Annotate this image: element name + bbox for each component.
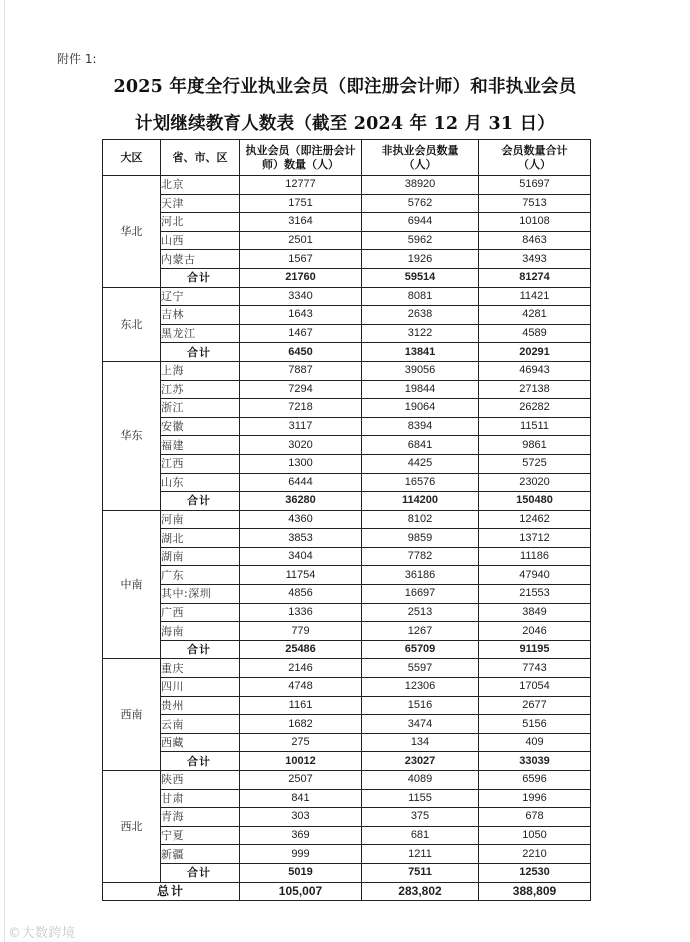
non-practicing-count-cell: 4089: [362, 771, 479, 790]
member-total-cell: 8463: [479, 231, 591, 250]
non-practicing-count-cell: 1516: [362, 696, 479, 715]
table-row: [103, 715, 591, 734]
region-cell: 中南: [103, 510, 161, 659]
practicing-count-cell: 841: [240, 789, 362, 808]
header-member-total: 会员数量合计（人）: [479, 140, 591, 176]
non-practicing-count-cell: 3122: [362, 324, 479, 343]
grand-total-row: [103, 882, 591, 901]
header-region: 大区: [103, 140, 161, 176]
practicing-count-cell: 1467: [240, 324, 362, 343]
table-row: [103, 231, 591, 250]
province-cell: 上海: [161, 361, 240, 380]
practicing-count-cell: 369: [240, 826, 362, 845]
member-total-cell: 409: [479, 733, 591, 752]
subtotal-row: [103, 492, 591, 511]
table-row: [103, 826, 591, 845]
non-practicing-count-cell: 1155: [362, 789, 479, 808]
practicing-count-cell: 7294: [240, 380, 362, 399]
subtotal-label: 合计: [161, 492, 240, 511]
practicing-count-cell: 7887: [240, 361, 362, 380]
province-cell: 其中:深圳: [161, 585, 240, 604]
practicing-count-cell: 6444: [240, 473, 362, 492]
practicing-count-cell: 779: [240, 622, 362, 641]
table-row: [103, 380, 591, 399]
member-total-cell: 51697: [479, 176, 591, 195]
non-practicing-count-cell: 3474: [362, 715, 479, 734]
member-total-cell: 11511: [479, 417, 591, 436]
member-total-cell: 1996: [479, 789, 591, 808]
table-header-row: [103, 140, 591, 176]
table-row: [103, 417, 591, 436]
practicing-count-cell: 11754: [240, 566, 362, 585]
subtotal-non-practicing: 23027: [362, 752, 479, 771]
non-practicing-count-cell: 2638: [362, 306, 479, 325]
province-cell: 青海: [161, 808, 240, 827]
province-cell: 山西: [161, 231, 240, 250]
non-practicing-count-cell: 5962: [362, 231, 479, 250]
member-total-cell: 47940: [479, 566, 591, 585]
province-cell: 山东: [161, 473, 240, 492]
subtotal-practicing: 6450: [240, 343, 362, 362]
table-row: [103, 733, 591, 752]
practicing-count-cell: 4748: [240, 678, 362, 697]
member-total-cell: 1050: [479, 826, 591, 845]
subtotal-label: 合计: [161, 268, 240, 287]
practicing-count-cell: 3020: [240, 436, 362, 455]
document-title-line-2: 计划继续教育人数表（截至 2024 年 12 月 31 日）: [135, 114, 555, 134]
practicing-count-cell: 3404: [240, 547, 362, 566]
practicing-count-cell: 1300: [240, 454, 362, 473]
table-row: [103, 529, 591, 548]
subtotal-practicing: 25486: [240, 640, 362, 659]
header-practicing-members: 执业会员（即注册会计师）数量（人）: [240, 140, 362, 176]
subtotal-practicing: 5019: [240, 863, 362, 882]
header-province: 省、市、区: [161, 140, 240, 176]
member-total-cell: 23020: [479, 473, 591, 492]
non-practicing-count-cell: 9859: [362, 529, 479, 548]
province-cell: 广东: [161, 566, 240, 585]
practicing-count-cell: 12777: [240, 176, 362, 195]
table-row: [103, 566, 591, 585]
province-cell: 陕西: [161, 771, 240, 790]
member-total-cell: 21553: [479, 585, 591, 604]
province-cell: 四川: [161, 678, 240, 697]
member-total-cell: 2677: [479, 696, 591, 715]
member-total-cell: 4281: [479, 306, 591, 325]
table-row: [103, 678, 591, 697]
province-cell: 辽宁: [161, 287, 240, 306]
non-practicing-count-cell: 39056: [362, 361, 479, 380]
practicing-count-cell: 999: [240, 845, 362, 864]
member-total-cell: 3849: [479, 603, 591, 622]
subtotal-non-practicing: 65709: [362, 640, 479, 659]
province-cell: 广西: [161, 603, 240, 622]
province-cell: 黑龙江: [161, 324, 240, 343]
practicing-count-cell: 303: [240, 808, 362, 827]
table-row: [103, 603, 591, 622]
member-total-cell: 4589: [479, 324, 591, 343]
practicing-count-cell: 3117: [240, 417, 362, 436]
subtotal-non-practicing: 7511: [362, 863, 479, 882]
table-row: [103, 213, 591, 232]
non-practicing-count-cell: 19064: [362, 399, 479, 418]
subtotal-row: [103, 268, 591, 287]
practicing-count-cell: 3340: [240, 287, 362, 306]
practicing-count-cell: 3164: [240, 213, 362, 232]
table-row: [103, 622, 591, 641]
non-practicing-count-cell: 5597: [362, 659, 479, 678]
non-practicing-count-cell: 8102: [362, 510, 479, 529]
table-row: [103, 287, 591, 306]
subtotal-label: 合计: [161, 752, 240, 771]
subtotal-total: 33039: [479, 752, 591, 771]
member-total-cell: 5156: [479, 715, 591, 734]
province-cell: 云南: [161, 715, 240, 734]
non-practicing-count-cell: 38920: [362, 176, 479, 195]
member-total-cell: 9861: [479, 436, 591, 455]
attachment-label: 附件 1:: [57, 52, 97, 66]
table-row: [103, 324, 591, 343]
province-cell: 甘肃: [161, 789, 240, 808]
province-cell: 重庆: [161, 659, 240, 678]
member-total-cell: 10108: [479, 213, 591, 232]
member-total-cell: 46943: [479, 361, 591, 380]
table-row: [103, 399, 591, 418]
grand-total-total: 388,809: [479, 882, 591, 901]
practicing-count-cell: 1336: [240, 603, 362, 622]
practicing-count-cell: 4856: [240, 585, 362, 604]
practicing-count-cell: 3853: [240, 529, 362, 548]
table-row: [103, 659, 591, 678]
table-row: [103, 250, 591, 269]
table-row: [103, 808, 591, 827]
member-total-cell: 26282: [479, 399, 591, 418]
table-row: [103, 845, 591, 864]
practicing-count-cell: 1643: [240, 306, 362, 325]
page-edge-line: [4, 0, 5, 942]
province-cell: 福建: [161, 436, 240, 455]
table-row: [103, 547, 591, 566]
table-row: [103, 436, 591, 455]
practicing-count-cell: 275: [240, 733, 362, 752]
table-row: [103, 510, 591, 529]
table-row: [103, 585, 591, 604]
member-total-cell: 17054: [479, 678, 591, 697]
region-cell: 西南: [103, 659, 161, 771]
non-practicing-count-cell: 12306: [362, 678, 479, 697]
non-practicing-count-cell: 7782: [362, 547, 479, 566]
subtotal-total: 91195: [479, 640, 591, 659]
subtotal-total: 150480: [479, 492, 591, 511]
subtotal-row: [103, 640, 591, 659]
table-row: [103, 473, 591, 492]
non-practicing-count-cell: 681: [362, 826, 479, 845]
province-cell: 江苏: [161, 380, 240, 399]
practicing-count-cell: 2507: [240, 771, 362, 790]
subtotal-practicing: 10012: [240, 752, 362, 771]
non-practicing-count-cell: 8081: [362, 287, 479, 306]
table-row: [103, 696, 591, 715]
member-total-cell: 27138: [479, 380, 591, 399]
non-practicing-count-cell: 19844: [362, 380, 479, 399]
province-cell: 湖南: [161, 547, 240, 566]
non-practicing-count-cell: 375: [362, 808, 479, 827]
region-cell: 西北: [103, 771, 161, 883]
practicing-count-cell: 2146: [240, 659, 362, 678]
non-practicing-count-cell: 8394: [362, 417, 479, 436]
subtotal-total: 20291: [479, 343, 591, 362]
non-practicing-count-cell: 4425: [362, 454, 479, 473]
region-cell: 东北: [103, 287, 161, 361]
member-total-cell: 2046: [479, 622, 591, 641]
region-cell: 华东: [103, 361, 161, 510]
practicing-count-cell: 1567: [240, 250, 362, 269]
grand-total-practicing: 105,007: [240, 882, 362, 901]
subtotal-row: [103, 343, 591, 362]
table-row: [103, 306, 591, 325]
practicing-count-cell: 1751: [240, 194, 362, 213]
member-total-cell: 6596: [479, 771, 591, 790]
non-practicing-count-cell: 6841: [362, 436, 479, 455]
subtotal-practicing: 21760: [240, 268, 362, 287]
subtotal-non-practicing: 114200: [362, 492, 479, 511]
watermark: ©大数跨境: [8, 926, 76, 941]
member-total-cell: 11186: [479, 547, 591, 566]
province-cell: 西藏: [161, 733, 240, 752]
table-row: [103, 194, 591, 213]
member-total-cell: 3493: [479, 250, 591, 269]
grand-total-label: 总计: [103, 882, 240, 901]
table-row: [103, 361, 591, 380]
member-total-cell: 12462: [479, 510, 591, 529]
subtotal-total: 81274: [479, 268, 591, 287]
grand-total-non-practicing: 283,802: [362, 882, 479, 901]
subtotal-row: [103, 752, 591, 771]
table-row: [103, 176, 591, 195]
practicing-count-cell: 1161: [240, 696, 362, 715]
practicing-count-cell: 1682: [240, 715, 362, 734]
subtotal-practicing: 36280: [240, 492, 362, 511]
practicing-count-cell: 7218: [240, 399, 362, 418]
region-cell: 华北: [103, 176, 161, 288]
member-total-cell: 5725: [479, 454, 591, 473]
document-title-line-1: 2025 年度全行业执业会员（即注册会计师）和非执业会员: [113, 77, 577, 97]
non-practicing-count-cell: 16697: [362, 585, 479, 604]
province-cell: 贵州: [161, 696, 240, 715]
member-total-cell: 7743: [479, 659, 591, 678]
non-practicing-count-cell: 1267: [362, 622, 479, 641]
table-body: [103, 176, 591, 901]
member-total-cell: 678: [479, 808, 591, 827]
header-non-practicing-members: 非执业会员数量（人）: [362, 140, 479, 176]
province-cell: 北京: [161, 176, 240, 195]
member-total-cell: 11421: [479, 287, 591, 306]
province-cell: 河北: [161, 213, 240, 232]
province-cell: 安徽: [161, 417, 240, 436]
subtotal-non-practicing: 59514: [362, 268, 479, 287]
practicing-count-cell: 4360: [240, 510, 362, 529]
province-cell: 浙江: [161, 399, 240, 418]
non-practicing-count-cell: 36186: [362, 566, 479, 585]
province-cell: 天津: [161, 194, 240, 213]
subtotal-label: 合计: [161, 863, 240, 882]
table-row: [103, 789, 591, 808]
province-cell: 海南: [161, 622, 240, 641]
province-cell: 吉林: [161, 306, 240, 325]
non-practicing-count-cell: 6944: [362, 213, 479, 232]
non-practicing-count-cell: 1211: [362, 845, 479, 864]
non-practicing-count-cell: 5762: [362, 194, 479, 213]
non-practicing-count-cell: 16576: [362, 473, 479, 492]
subtotal-label: 合计: [161, 640, 240, 659]
subtotal-row: [103, 863, 591, 882]
non-practicing-count-cell: 2513: [362, 603, 479, 622]
subtotal-label: 合计: [161, 343, 240, 362]
province-cell: 湖北: [161, 529, 240, 548]
non-practicing-count-cell: 1926: [362, 250, 479, 269]
province-cell: 河南: [161, 510, 240, 529]
member-total-cell: 2210: [479, 845, 591, 864]
province-cell: 内蒙古: [161, 250, 240, 269]
practicing-count-cell: 2501: [240, 231, 362, 250]
table-row: [103, 771, 591, 790]
province-cell: 江西: [161, 454, 240, 473]
subtotal-non-practicing: 13841: [362, 343, 479, 362]
province-cell: 新疆: [161, 845, 240, 864]
subtotal-total: 12530: [479, 863, 591, 882]
non-practicing-count-cell: 134: [362, 733, 479, 752]
province-cell: 宁夏: [161, 826, 240, 845]
member-total-cell: 7513: [479, 194, 591, 213]
table-row: [103, 454, 591, 473]
member-count-table: [102, 139, 591, 901]
member-total-cell: 13712: [479, 529, 591, 548]
